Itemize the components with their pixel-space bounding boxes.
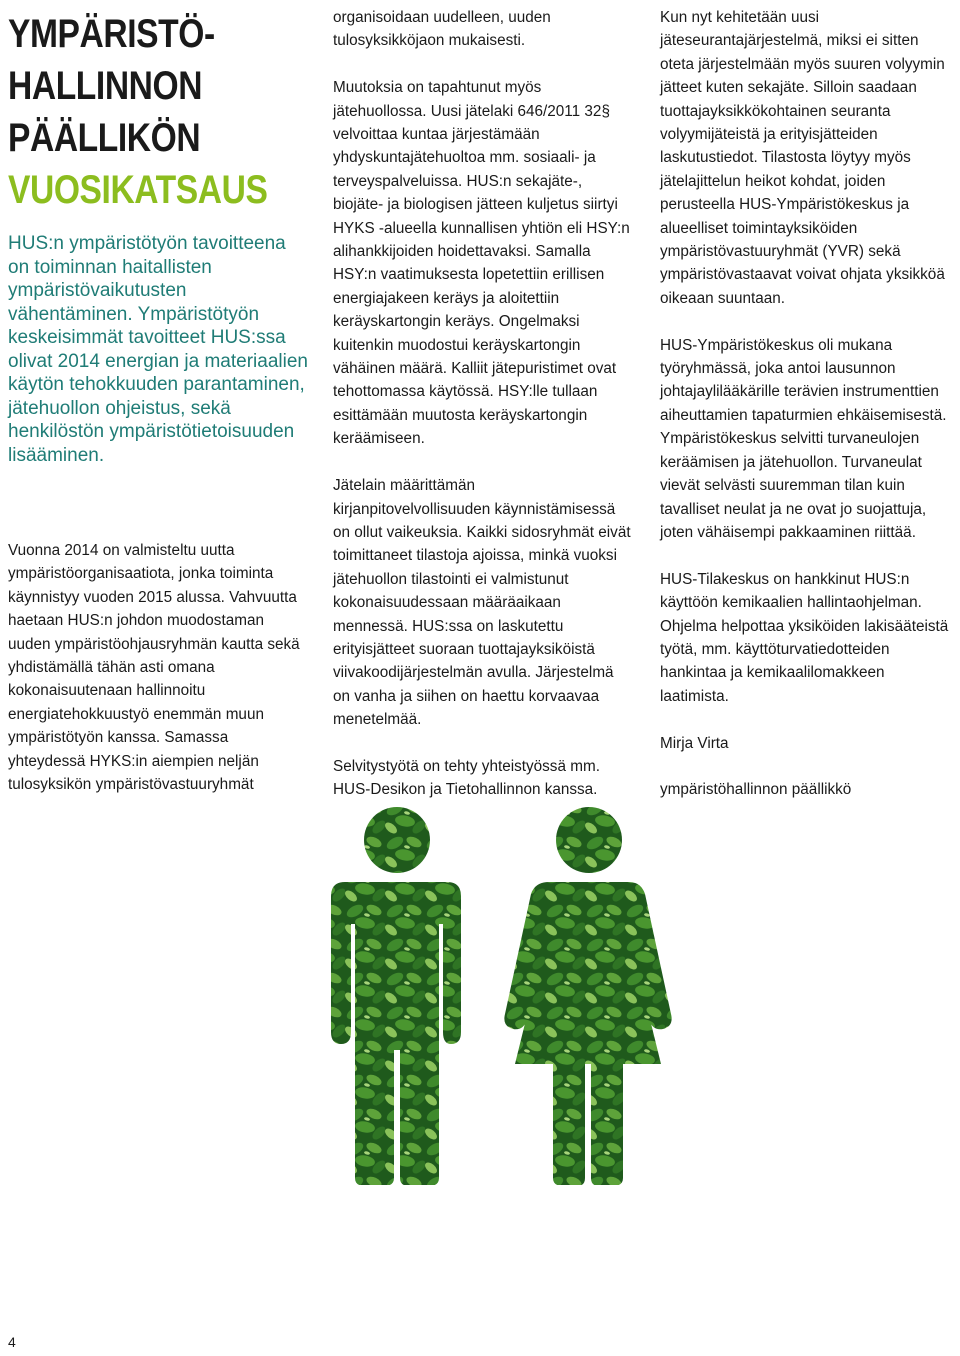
signature-title: ympäristöhallinnon päällikkö [660, 781, 852, 799]
title-line-3: PÄÄLLIKÖN [8, 116, 201, 160]
body-paragraph: organisoidaan uudelleen, uuden tulosyksikköjaon mukaisesti. [333, 9, 551, 50]
leaf-figures-image [185, 800, 785, 1185]
page-number: 4 [8, 1334, 16, 1350]
body-paragraph: Jätelain määrittämän kirjanpitovelvollisuuden käynnistämisessä on ollut vaikeuksia. Kaikki sidosryhmät eivät toimittaneet tilastoja ajoissa, minkä vuoksi jätehuollon tilastointi ei valmistunut kokonaisuudessaan määräaikaan mennessä. HUS:ssa on laskutettu erityisjätteet suoraan tuottajayksiköistä viivakoodijärjestelmän avulla. Järjestelmä on vanha ja siihen on haettu korvaavaa menetelmää. [333, 477, 631, 729]
column-1 [8, 539, 308, 820]
title-accent: VUOSIKATSAUS [8, 168, 268, 212]
body-paragraph: Selvitystyötä on tehty yhteistyössä mm. HUS-Desikon ja Tietohallinnon kanssa. [333, 757, 600, 799]
title-line-1: YMPÄRISTÖ- [8, 12, 215, 56]
body-paragraph: HUS-Tilakeskus on hankkinut HUS:n käyttöön kemikaalien hallintaohjelman. Ohjelma helpottaa yksiköiden lakisääteistä työtä, mm. käyttöturvatiedotteiden hankintaa ja kemikaalilomakkeen laatimista. [660, 570, 949, 705]
column-3 [660, 6, 954, 825]
page-title [8, 8, 268, 216]
body-paragraph: HUS-Ympäristökeskus oli mukana työryhmässä, joka antoi lausunnon johtajaylilääkärille terävien instrumenttien aiheuttamien tapaturmien ehkäisemisestä. Ympäristökeskus selvitti turvaneulojen keräämisen ja jätehuollon. Turvaneulat vievät selvästi suuremman tilan kuin tavalliset neulat ja ne ovat jo suojattuja, joten vähäisempi pakkaaminen riittää. [660, 336, 947, 541]
male-female-figures-leaf-icon [185, 800, 785, 1185]
column-2 [333, 6, 633, 825]
body-paragraph: Vuonna 2014 on valmisteltu uutta ympäristöorganisaatiota, jonka toiminta käynnistyy vuoden 2015 alussa. Vahvuutta haetaan HUS:n johdon muodostaman uuden ympäristöohjausryhmän kautta sekä yhdistämällä tähän asti omana kokonaisuutenaan hallinnoitu energiatehokkuustyö enemmän muun ympäristötyön kanssa. Samassa yhteydessä HYKS:in aiempien neljän tulosyksikön ympäristövastuuryhmät [8, 542, 300, 794]
body-paragraph: Muutoksia on tapahtunut myös jätehuollossa. Uusi jätelaki 646/2011 32§ velvoittaa kuntaa järjestämään yhdyskuntajätehuoltoa mm. sosiaali- ja terveyspalveluissa. HUS:n sekajäte-, biojäte- ja biologisen jätteen kuljetus siirtyi HYKS -alueella kunnallisen yhtiön eli HSY:n alihankkijoiden hoidettavaksi. Samalla HSY:n vaatimuksesta lopetettiin erillisen energiajakeen keräys ja aloitettiin keräyskartongin keräys. Ongelmaksi kuitenkin muodostui keräyskartongin vähäinen määrä. Kalliit jätepuristimet ovat tehottomassa käytössä. HSY:lle tullaan esittämään muutosta keräyskartongin keräämiseen. [333, 79, 630, 448]
body-paragraph: Kun nyt kehitetään uusi jäteseurantajärjestelmä, miksi ei sitten oteta järjestelmään myös suuren volyymin jätteet kuten sekajäte. Silloin saadaan tuottajayksikkökohtainen seuranta volyymijäteistä ja erityisjätteiden laskutustiedot. Tilastosta löytyy myös jätelajittelun heikot kohdat, joiden perusteella HUS-Ympäristökeskus ja alueelliset toimintayksiköiden ympäristövastuuryhmät (YVR) sekä ympäristövastaavat voivat ohjata yksikköä oikeaan suuntaan. [660, 9, 945, 307]
lead-paragraph: HUS:n ympäristötyön tavoitteena on toiminnan haitallisten ympäristövaikutusten vähentäminen. Ympäristötyön keskeisimmät tavoitteet HUS:ssa olivat 2014 energian ja materiaalien käytön tehokkuuden parantaminen, jätehuollon ohjeistus, sekä henkilöstön ympäristötietoisuuden lisääminen. [8, 233, 308, 466]
title-line-2: HALLINNON [8, 64, 203, 108]
signature-name: Mirja Virta [660, 734, 729, 752]
